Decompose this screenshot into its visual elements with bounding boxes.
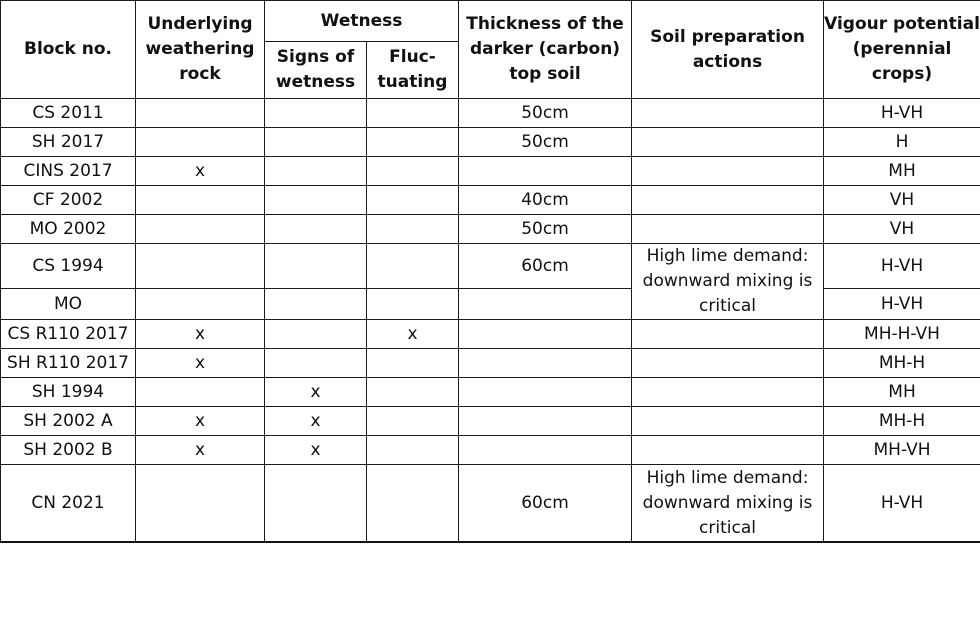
- cell-fluct: [367, 465, 459, 543]
- header-fluctuating: Fluc-tuating: [367, 42, 459, 99]
- cell-rock: [136, 128, 265, 157]
- cell-signs: x: [265, 378, 367, 407]
- cell-prep: [632, 215, 824, 244]
- cell-block: SH 2002 A: [1, 407, 136, 436]
- cell-signs: [265, 349, 367, 378]
- cell-fluct: [367, 157, 459, 186]
- cell-signs: [265, 320, 367, 349]
- cell-rock: [136, 244, 265, 289]
- cell-thickness: [459, 407, 632, 436]
- cell-vigour: H: [824, 128, 980, 157]
- cell-vigour: MH: [824, 157, 980, 186]
- table-row: [1, 349, 980, 378]
- table-row: [1, 289, 980, 320]
- cell-prep: High lime demand: downward mixing is critical: [632, 244, 824, 320]
- cell-signs: [265, 99, 367, 128]
- cell-prep: High lime demand: downward mixing is critical: [632, 465, 824, 543]
- cell-fluct: [367, 349, 459, 378]
- cell-rock: x: [136, 157, 265, 186]
- cell-fluct: [367, 186, 459, 215]
- table-row: [1, 465, 980, 543]
- cell-thickness: [459, 436, 632, 465]
- table-row: [1, 378, 980, 407]
- cell-block: MO 2002: [1, 215, 136, 244]
- cell-block: SH 2002 B: [1, 436, 136, 465]
- cell-vigour: H-VH: [824, 289, 980, 320]
- cell-vigour: H-VH: [824, 465, 980, 543]
- cell-prep: [632, 128, 824, 157]
- cell-signs: [265, 289, 367, 320]
- cell-signs: [265, 128, 367, 157]
- cell-prep: [632, 378, 824, 407]
- table-row: [1, 244, 980, 289]
- cell-rock: [136, 215, 265, 244]
- cell-block: MO: [1, 289, 136, 320]
- header-soil-preparation: Soil preparation actions: [632, 1, 824, 99]
- table-row: [1, 157, 980, 186]
- cell-thickness: 40cm: [459, 186, 632, 215]
- cell-fluct: [367, 215, 459, 244]
- cell-signs: [265, 244, 367, 289]
- cell-block: SH 1994: [1, 378, 136, 407]
- cell-block: CN 2021: [1, 465, 136, 543]
- cell-rock: [136, 289, 265, 320]
- cell-rock: x: [136, 436, 265, 465]
- cell-prep: [632, 186, 824, 215]
- cell-vigour: MH-H: [824, 407, 980, 436]
- table-row: [1, 407, 980, 436]
- cell-signs: x: [265, 436, 367, 465]
- cell-signs: [265, 465, 367, 543]
- table-row: [1, 128, 980, 157]
- cell-prep: [632, 99, 824, 128]
- cell-signs: [265, 157, 367, 186]
- header-block-no: Block no.: [1, 1, 136, 99]
- cell-fluct: [367, 378, 459, 407]
- cell-fluct: [367, 128, 459, 157]
- cell-prep: [632, 407, 824, 436]
- cell-prep: [632, 157, 824, 186]
- cell-rock: x: [136, 320, 265, 349]
- table-row: [1, 320, 980, 349]
- cell-rock: [136, 465, 265, 543]
- table-row: [1, 186, 980, 215]
- cell-rock: [136, 99, 265, 128]
- cell-thickness: 60cm: [459, 244, 632, 289]
- cell-signs: [265, 215, 367, 244]
- table-row: [1, 215, 980, 244]
- cell-signs: x: [265, 407, 367, 436]
- header-topsoil-thickness: Thickness of the darker (carbon) top soil: [459, 1, 632, 99]
- cell-vigour: VH: [824, 215, 980, 244]
- table-body: [1, 99, 980, 543]
- cell-fluct: x: [367, 320, 459, 349]
- cell-block: SH R110 2017: [1, 349, 136, 378]
- cell-fluct: [367, 289, 459, 320]
- cell-fluct: [367, 436, 459, 465]
- cell-thickness: [459, 320, 632, 349]
- cell-fluct: [367, 407, 459, 436]
- cell-block: CS 1994: [1, 244, 136, 289]
- header-underlying-rock: Underlying weathering rock: [136, 1, 265, 99]
- cell-block: CF 2002: [1, 186, 136, 215]
- table-row: [1, 99, 980, 128]
- cell-block: CS R110 2017: [1, 320, 136, 349]
- cell-fluct: [367, 99, 459, 128]
- cell-block: CS 2011: [1, 99, 136, 128]
- cell-thickness: [459, 349, 632, 378]
- cell-vigour: H-VH: [824, 99, 980, 128]
- cell-signs: [265, 186, 367, 215]
- cell-thickness: [459, 378, 632, 407]
- cell-block: SH 2017: [1, 128, 136, 157]
- cell-prep: [632, 320, 824, 349]
- cell-rock: x: [136, 407, 265, 436]
- cell-prep: [632, 436, 824, 465]
- cell-vigour: MH: [824, 378, 980, 407]
- cell-vigour: MH-VH: [824, 436, 980, 465]
- cell-prep: [632, 349, 824, 378]
- header-wetness: Wetness: [265, 1, 459, 42]
- cell-vigour: H-VH: [824, 244, 980, 289]
- cell-rock: [136, 378, 265, 407]
- header-signs-of-wetness: Signs of wetness: [265, 42, 367, 99]
- cell-vigour: MH-H-VH: [824, 320, 980, 349]
- cell-thickness: 50cm: [459, 215, 632, 244]
- cell-thickness: [459, 157, 632, 186]
- cell-rock: x: [136, 349, 265, 378]
- cell-fluct: [367, 244, 459, 289]
- table-header: [1, 1, 980, 99]
- table-row: [1, 436, 980, 465]
- cell-thickness: [459, 289, 632, 320]
- cell-thickness: 60cm: [459, 465, 632, 543]
- cell-thickness: 50cm: [459, 128, 632, 157]
- cell-vigour: MH-H: [824, 349, 980, 378]
- cell-rock: [136, 186, 265, 215]
- cell-vigour: VH: [824, 186, 980, 215]
- cell-thickness: 50cm: [459, 99, 632, 128]
- header-vigour-potential: Vigour potential (perennial crops): [824, 1, 980, 99]
- cell-block: CINS 2017: [1, 157, 136, 186]
